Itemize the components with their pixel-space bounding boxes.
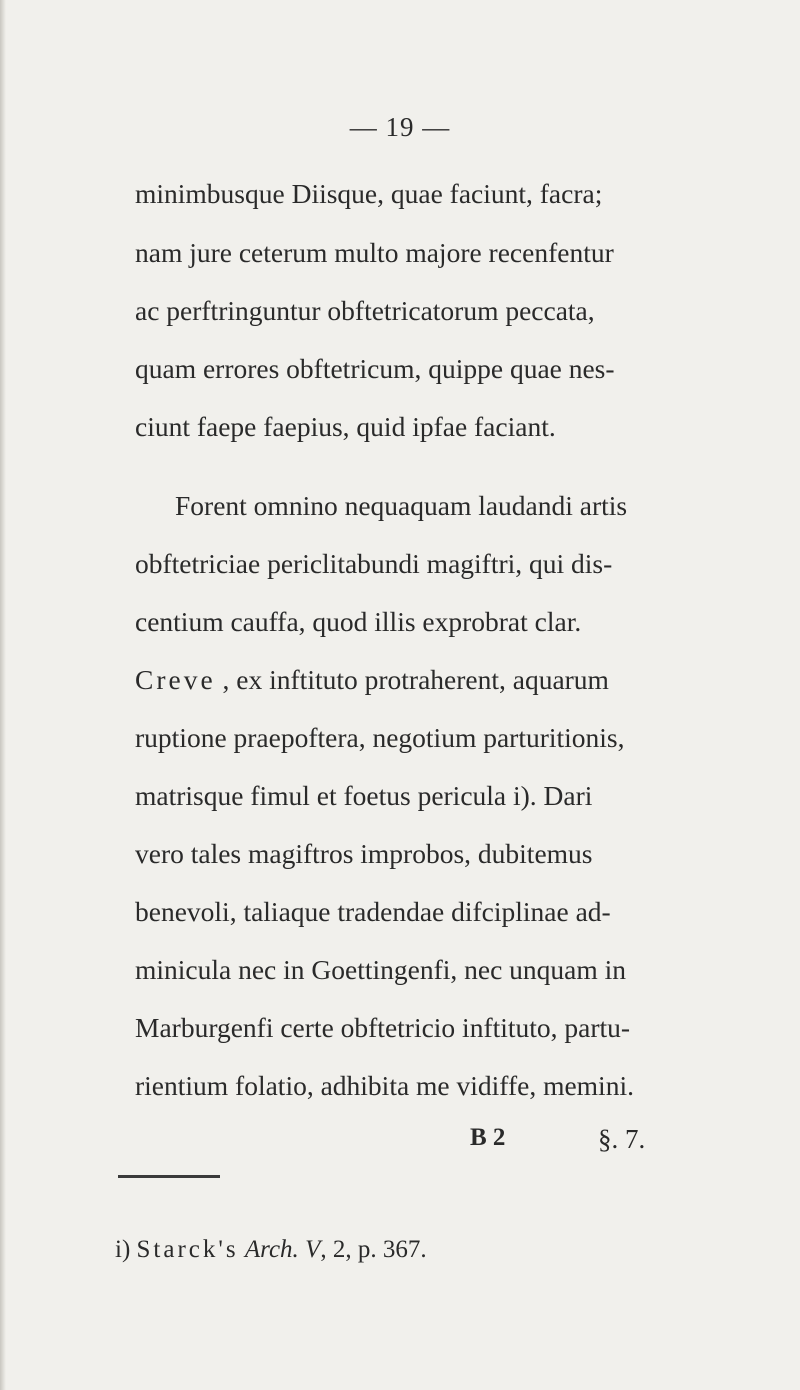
page-number-header: — 19 — [349,112,451,142]
name-creve: Creve [135,664,216,695]
text-line: Forent omnino nequaquam laudandi artis [175,490,628,521]
footnote-marker: i) [115,1236,131,1263]
text-line: obftetriciae periclitabundi magiftri, qui dis- [135,548,613,579]
text-line: benevoli, taliaque tradendae difciplinae ad- [135,896,611,927]
text-line: vero tales magiftros improbos, dubitemus [135,838,593,869]
text-line: matrisque fimul et foetus pericula i). Dari [135,780,593,811]
text-line: centium cauffa, quod illis exprobrat clar. [135,606,582,637]
footnote-rule [118,1175,220,1178]
text-line: rientium folatio, adhibita me vidiffe, memini. [135,1070,634,1101]
footnote [115,1236,427,1264]
text-line [135,662,675,698]
catchword: §. 7. [598,1124,646,1154]
footnote-title: Arch. [244,1236,299,1263]
text-line-rest: , ex inftituto protraherent, aquarum [222,664,609,695]
text-line: nam jure ceterum multo majore recenfentur [135,237,614,268]
text-line: minimbusque Diisque, quae faciunt, facra; [135,178,603,209]
footnote-rest: , 2, p. 367. [320,1236,427,1263]
text-line: quam errores obftetricum, quippe quae nes- [135,353,615,384]
text-line: ac perftringuntur obftetricatorum peccata, [135,295,595,326]
text-line: Marburgenfi certe obftetricio inftituto, partu- [135,1012,631,1043]
page-edge-shadow [0,0,6,1390]
text-line: minicula nec in Goettingenfi, nec unquam in [135,954,627,985]
text-line: ruptione praepoftera, negotium parturitionis, [135,722,625,753]
footnote-volume: V [305,1236,321,1263]
signature-mark: B 2 [470,1124,506,1151]
text-line: ciunt faepe faepius, quid ipfae faciant. [135,411,556,442]
footnote-author: Starck's [136,1236,239,1263]
